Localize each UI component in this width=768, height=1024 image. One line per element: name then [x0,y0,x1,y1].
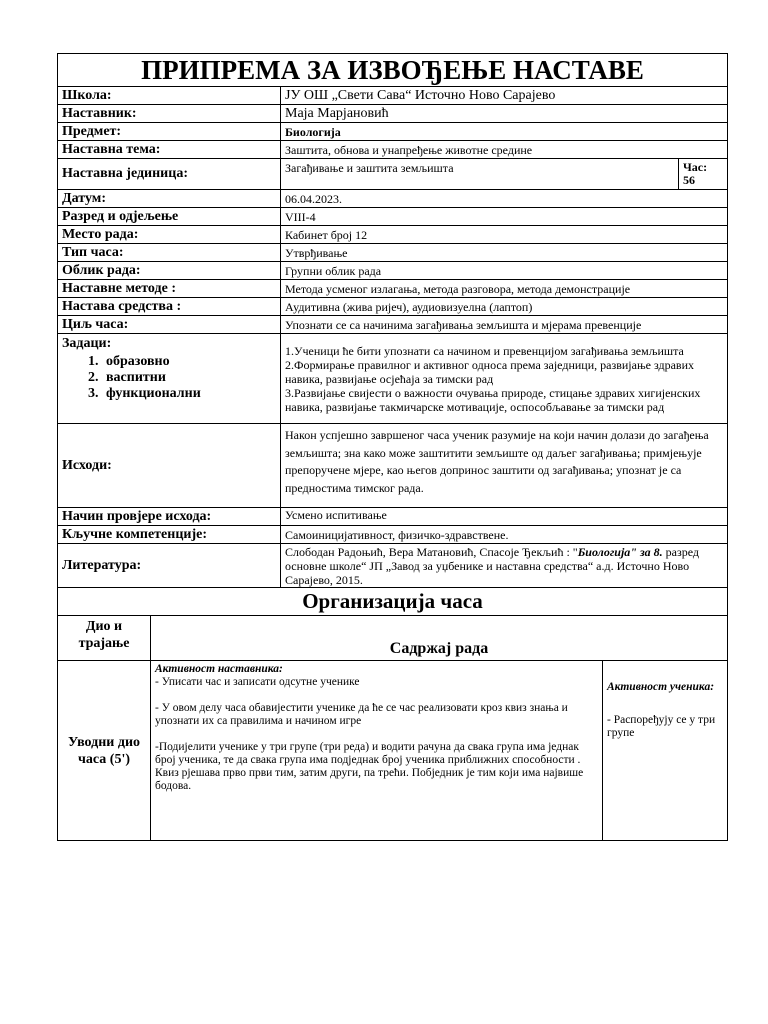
tasks-value-cell [281,334,728,424]
lesson-number-cell [679,159,728,190]
row-subject [58,123,728,141]
student-activity-title: Активност ученика: [607,681,715,693]
teacher-activity-cell [151,661,603,841]
aids-value: Аудитивна (жива ријеч), аудиовизуелна (лаптоп) [281,298,728,316]
lesson-number-value: 56 [683,173,695,187]
row-teacher [58,105,728,123]
organization-title: Организација часа [58,588,728,616]
competences-label: Кључне компетенције: [58,526,281,544]
place-value: Кабинет број 12 [281,226,728,244]
row-school [58,87,728,105]
literature-publisher: разред основне школе“ ЈП „Завод за уџбенике и наставна средства“ а.д. Источно Ново Сарајево, 2015. [285,544,699,587]
row-tasks [58,334,728,424]
content-header: Садржај рада [151,616,728,661]
tasks-list [62,354,276,402]
class-value: VIII-4 [281,208,728,226]
intro-part-label: Уводни дио часа (5') [58,661,151,841]
row-literature [58,544,728,588]
task-description: 1.Ученици ће бити упознати са начином и превенцијом загађивања земљишта [285,343,684,358]
form-value: Групни облик рада [281,262,728,280]
row-class [58,208,728,226]
goal-value: Упознати се са начинима загађивања земљишта и мјерама превенције [281,316,728,334]
teacher-activity-title: Активност наставника: [155,663,283,675]
methods-label: Наставне методе : [58,280,281,298]
row-methods [58,280,728,298]
row-check [58,508,728,526]
student-activity-cell [603,661,728,841]
type-label: Тип часа: [58,244,281,262]
topic-value: Заштита, обнова и унапређење животне средине [281,141,728,159]
task-item: 3. функционални [102,386,276,402]
part-duration-header: Дио и трајање [58,616,151,661]
aids-label: Настава средства : [58,298,281,316]
row-type [58,244,728,262]
place-label: Место рада: [58,226,281,244]
teacher-value: Маја Марјановић [281,105,728,123]
intro-part-row [58,661,728,841]
literature-value [281,544,728,588]
methods-value: Метода усменог излагања, метода разговора, метода демонстрације [281,280,728,298]
check-value: Усмено испитивање [281,508,728,526]
row-goal [58,316,728,334]
unit-value: Загађивање и заштита земљишта [281,159,679,190]
literature-authors: Слободан Радоњић, Вера Матановић, Спасоје Ђекљић : " [285,544,578,559]
teacher-activity-item: -Подијелити ученике у три групе (три реда) и водити рачуна да свака група има једнак број ученика, те да свака група има подједнак број ученика приближних способности . Квиз рјешава прво први тим, затим други, па трећи. Побједник је тим који има највише бодова. [155,741,584,792]
teacher-activity-item: - У овом делу часа обавијестити ученике да ће се час реализовати кроз квиз знања и упознати их са правилима и начином игре [155,702,568,727]
tasks-label: Задаци: [62,336,112,351]
date-label: Датум: [58,190,281,208]
tasks-label-cell [58,334,281,424]
school-value: ЈУ ОШ „Свети Сава“ Источно Ново Сарајево [281,87,728,105]
task-description: 3.Развијање свијести о важности очувања природе, стицање здравих хигијенских навика, развијање такмичарске мотивације, оспособљавање за тимски рад [285,385,701,414]
row-outcomes [58,424,728,508]
date-value: 06.04.2023. [281,190,728,208]
row-unit [58,159,728,190]
subject-label: Предмет: [58,123,281,141]
outcomes-label: Исходи: [58,424,281,508]
teacher-label: Наставник: [58,105,281,123]
subject-value: Биологија [281,123,728,141]
task-item: 1. образовно [102,354,276,370]
row-competences [58,526,728,544]
lesson-plan-table [57,53,728,588]
topic-label: Наставна тема: [58,141,281,159]
lesson-number-label: Час: [683,160,708,174]
goal-label: Циљ часа: [58,316,281,334]
task-item: 2. васпитни [102,370,276,386]
task-description: 2.Формирање правилног и активног односа према заједници, развијање здравих навика, развијање осјећаја за тимски рад [285,357,694,386]
teacher-activity-item: - Уписати час и записати одсутне ученике [155,676,360,688]
row-topic [58,141,728,159]
literature-label: Литература: [58,544,281,588]
competences-value: Самоиницијативност, физичко-здравствене. [281,526,728,544]
class-label: Разред и одјељење [58,208,281,226]
literature-book-title: Биологија" за 8. [577,544,663,559]
student-activity-text: - Распоређују се у три групе [607,714,716,739]
check-label: Начин провјере исхода: [58,508,281,526]
outcomes-value: Након успјешно завршеног часа ученик разумије на који начин долази до загађења земљишта; зна како може заштитити земљиште од даљег загађивања; примјењује препоручене мјере, као његов допринос заштити од загађивања; упознат је са предностима тимског рада. [281,424,728,508]
row-place [58,226,728,244]
row-aids [58,298,728,316]
form-label: Облик рада: [58,262,281,280]
unit-label: Наставна јединица: [58,159,281,190]
organization-table [57,588,728,841]
lesson-plan-document [57,53,727,841]
document-title: ПРИПРЕМА ЗА ИЗВОЂЕЊЕ НАСТАВЕ [58,54,728,87]
school-label: Школа: [58,87,281,105]
type-value: Утврђивање [281,244,728,262]
row-date [58,190,728,208]
row-form [58,262,728,280]
